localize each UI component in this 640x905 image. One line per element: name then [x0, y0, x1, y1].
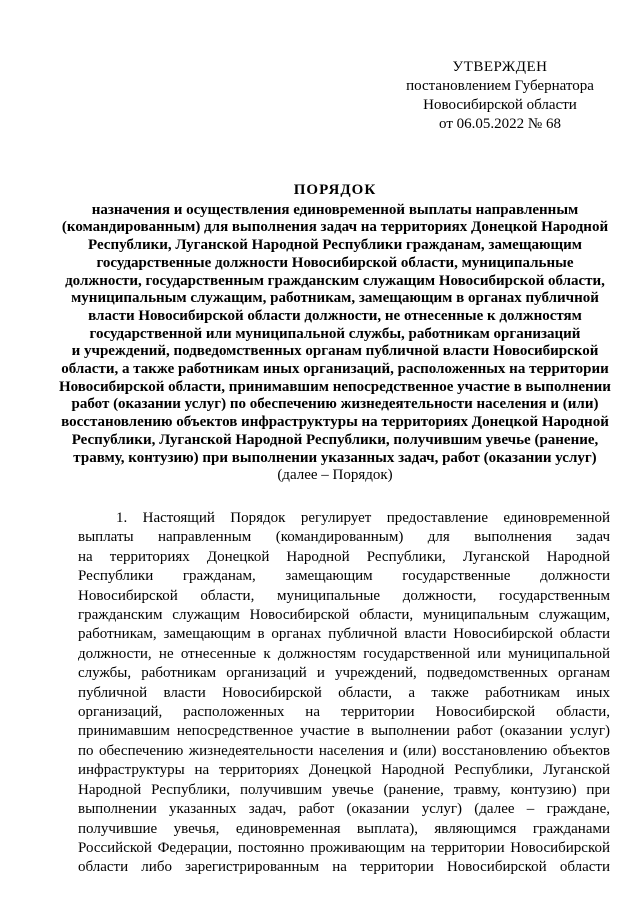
- document-title: ПОРЯДОК: [293, 182, 377, 198]
- body-line: выплаты направленным (командированным) для выполнения задач: [78, 529, 610, 546]
- approval-date-number: от 06.05.2022 № 68: [439, 116, 561, 132]
- body-line: выполнении указанных задач, работ (оказании услуг) (далее – граждане,: [78, 801, 610, 818]
- subtitle-line: работ (оказании услуг) по обеспечению жизнедеятельности населения и (или): [71, 396, 599, 413]
- approval-heading: УТВЕРЖДЕН: [452, 59, 548, 75]
- subtitle-line: Новосибирской области, принимавшим непосредственное участие в выполнении: [59, 378, 611, 395]
- subtitle-line: травму, контузию) при выполнении указанных задач, работ (оказании услуг): [73, 449, 597, 466]
- body-line: должности, не отнесенные к должностям государственной или муниципальной: [78, 645, 610, 662]
- body-line: по обеспечению жизнедеятельности населения и (или) восстановлению объектов: [78, 742, 610, 759]
- body-line: организаций, расположенных на территории Новосибирской области,: [78, 704, 610, 721]
- body-line: Народной Республики, получившим увечье (ранение, травму, контузию) при: [78, 781, 610, 798]
- subtitle-line: области, а также работникам иных организаций, расположенных на территории: [61, 361, 609, 378]
- body-line: службы, работникам организаций и учреждений, подведомственных органам: [78, 665, 610, 682]
- body-line: принимавшим непосредственное участие в выполнении работ (оказании услуг): [78, 723, 610, 740]
- body-line: Республики гражданам, замещающим государственные должности: [78, 568, 610, 585]
- body-line: публичной власти Новосибирской области, а также работникам иных: [78, 684, 610, 701]
- document-subtitle: [40, 202, 630, 468]
- subtitle-line: государственной или муниципальной службы, работникам организаций: [89, 325, 581, 342]
- body-line: гражданским служащим Новосибирской области, муниципальным служащим,: [78, 607, 610, 624]
- subtitle-line: и учреждений, подведомственных органам публичной власти Новосибирской: [71, 343, 599, 360]
- document-body-paragraph: [78, 509, 610, 878]
- body-line: получившие увечья, единовременная выплата), являющимся гражданами: [78, 820, 610, 837]
- document-subtitle-tail: (далее – Порядок): [277, 467, 393, 484]
- approval-line: постановлением Губернатора: [406, 78, 594, 94]
- approval-block: [380, 58, 620, 134]
- body-line: работникам, замещающим в органах публичной власти Новосибирской области: [78, 626, 610, 643]
- body-line: Новосибирской области, муниципальные должности, государственным: [78, 587, 610, 604]
- body-line: инфраструктуры на территориях Донецкой Народной Республики, Луганской: [78, 762, 610, 779]
- body-line: Российской Федерации, постоянно проживающим на территории Новосибирской: [78, 839, 610, 856]
- approval-line: Новосибирской области: [423, 97, 577, 113]
- subtitle-line: государственные должности Новосибирской области, муниципальные: [96, 254, 574, 271]
- subtitle-line: Республики, Луганской Народной Республики, получившим увечье (ранение,: [71, 431, 599, 448]
- subtitle-line: муниципальным служащим, работникам, замещающим в органах публичной: [71, 290, 599, 307]
- body-line: области либо зарегистрированным на территории Новосибирской области: [78, 859, 610, 876]
- subtitle-line: власти Новосибирской области должности, не отнесенные к должностям: [88, 307, 582, 324]
- subtitle-line: (командированным) для выполнения задач на территориях Донецкой Народной: [61, 219, 609, 236]
- subtitle-line: должности, государственным гражданским служащим Новосибирской области,: [65, 272, 605, 289]
- subtitle-line: Республики, Луганской Народной Республики гражданам, замещающим: [88, 237, 582, 254]
- body-line: на территориях Донецкой Народной Республики, Луганской Народной: [78, 548, 610, 565]
- document-title-block: [40, 182, 630, 485]
- subtitle-line: восстановлению объектов инфраструктуры на территориях Донецкой Народной: [61, 414, 609, 431]
- subtitle-line: назначения и осуществления единовременной выплаты направленным: [91, 201, 579, 218]
- body-line: 1. Настоящий Порядок регулирует предоставление единовременной: [116, 510, 610, 526]
